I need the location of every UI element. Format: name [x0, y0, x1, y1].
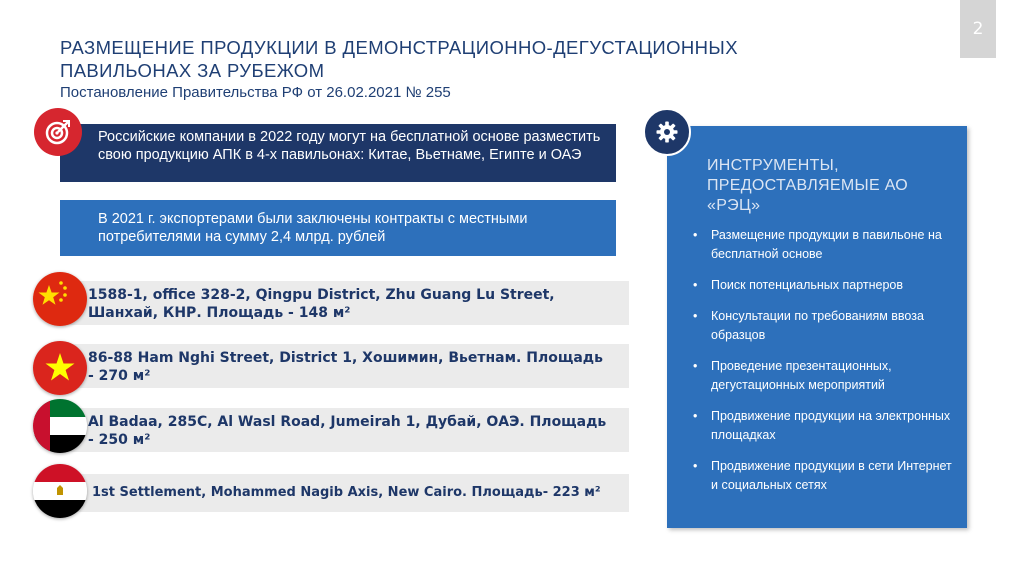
location-row-cairo: [60, 474, 629, 512]
page-number: 2: [960, 0, 996, 58]
tools-panel: [667, 126, 967, 528]
list-item: • Поиск потенциальных партнеров: [693, 278, 904, 292]
list-item: • Продвижение продукции на электронных площадках: [693, 409, 951, 442]
location-row-shanghai: [60, 281, 629, 325]
location-address: 1588-1, office 328-2, Qingpu District, Zhu Guang Lu Street, Шанхай, КНР. Площадь - 148 м²: [88, 287, 555, 321]
list-item: • Продвижение продукции в сети Интернет и социальных сетях: [693, 459, 952, 492]
info-box-text: Российские компании в 2022 году могут на бесплатной основе разместить свою продукцию АПК в 4-х павильонах: Китае, Вьетнаме, Египте и ОАЭ: [98, 129, 601, 163]
location-row-hochiminh: [60, 344, 629, 388]
slide-subtitle: Постановление Правительства РФ от 26.02.2021 № 255: [60, 84, 451, 101]
info-box-free-placement: [60, 124, 616, 182]
info-box-text: В 2021 г. экспортерами были заключены контракты с местными потребителями на сумму 2,4 млрд. рублей: [98, 211, 528, 245]
list-item: • Проведение презентационных, дегустационных мероприятий: [693, 359, 892, 392]
tools-list: [689, 226, 959, 507]
target-icon: [34, 108, 82, 156]
egypt-flag-icon: [33, 464, 87, 518]
uae-flag-icon: [33, 399, 87, 453]
list-item: • Консультации по требованиям ввоза образцов: [693, 309, 924, 342]
info-box-contracts: [60, 200, 616, 256]
location-address: Al Badaa, 285C, Al Wasl Road, Jumeirah 1, Дубай, ОАЭ. Площадь - 250 м²: [88, 414, 607, 448]
vietnam-flag-icon: [33, 341, 87, 395]
location-address: 86-88 Ham Nghi Street, District 1, Хошимин, Вьетнам. Площадь - 270 м²: [88, 350, 603, 384]
gear-icon: [643, 108, 691, 156]
china-flag-icon: [33, 272, 87, 326]
tools-panel-title: ИНСТРУМЕНТЫ, ПРЕДОСТАВЛЯЕМЫЕ АО «РЭЦ»: [707, 157, 909, 214]
location-address: 1st Settlement, Mohammed Nagib Axis, New Cairo. Площадь- 223 м²: [92, 485, 601, 500]
list-item: • Размещение продукции в павильоне на бесплатной основе: [693, 228, 942, 261]
slide-title: РАЗМЕЩЕНИЕ ПРОДУКЦИИ В ДЕМОНСТРАЦИОННО-ДЕГУСТАЦИОННЫХ ПАВИЛЬОНАХ ЗА РУБЕЖОМ: [60, 37, 738, 81]
location-row-dubai: [60, 408, 629, 452]
